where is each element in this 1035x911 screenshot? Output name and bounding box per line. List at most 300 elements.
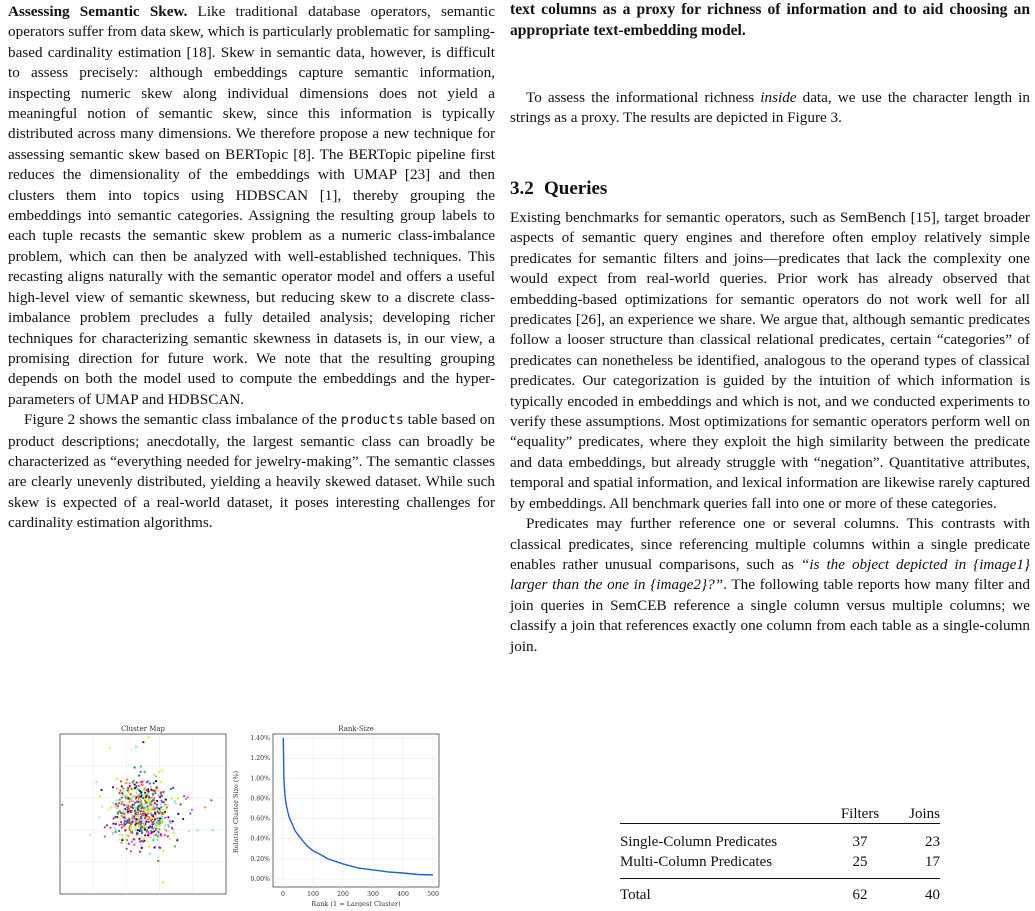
scatter-point (152, 793, 154, 795)
text-run: . The following table reports how many filter and join queries in SemCEB reference a single column versus multiple columns; we classify a join that references exactly one column from each table as a single-column join. (510, 576, 1030, 655)
row-filters: 25 (852, 853, 868, 870)
scatter-point (127, 789, 129, 791)
scatter-point (121, 797, 123, 799)
scatter-point (104, 826, 106, 828)
scatter-point (150, 786, 152, 788)
paragraph-semantic-skew (8, 2, 495, 410)
scatter-point (173, 832, 175, 834)
scatter-point (134, 842, 136, 844)
scatter-point (148, 804, 150, 806)
scatter-point (123, 825, 125, 827)
scatter-point (174, 800, 176, 802)
scatter-point (142, 741, 144, 743)
scatter-point (148, 796, 150, 798)
scatter-point (136, 835, 138, 837)
scatter-point (125, 829, 127, 831)
scatter-point (177, 797, 179, 799)
rank-size-x-ticks (281, 891, 439, 898)
paragraph-predicates-columns (510, 514, 1030, 657)
scatter-point (125, 782, 127, 784)
scatter-point (120, 825, 122, 827)
scatter-point (127, 803, 129, 805)
y-tick-label: 0.40% (250, 835, 270, 843)
scatter-point (164, 834, 166, 836)
scatter-point (140, 817, 142, 819)
scatter-point (146, 795, 148, 797)
rank-size-frame (273, 734, 439, 887)
scatter-point (106, 824, 108, 826)
x-tick-label: 100 (307, 891, 319, 898)
scatter-point (154, 802, 156, 804)
scatter-point (136, 815, 138, 817)
scatter-point (155, 826, 157, 828)
scatter-point (132, 787, 134, 789)
scatter-point (154, 792, 156, 794)
scatter-point (136, 801, 138, 803)
scatter-point (157, 856, 159, 858)
scatter-point (165, 829, 167, 831)
y-tick-label: 0.60% (250, 815, 270, 823)
scatter-point (152, 789, 154, 791)
scatter-point (189, 812, 191, 814)
rank-size-title: Rank-Size (338, 725, 374, 733)
scatter-point (120, 780, 122, 782)
scatter-point (172, 787, 174, 789)
scatter-point (139, 851, 141, 853)
scatter-point (162, 850, 164, 852)
scatter-point (143, 823, 145, 825)
text-run: Predicates may further reference one or several columns. This contrasts with classical predicates, since referencing multiple columns within a single predicate enables rather unusual comparisons, such as (510, 515, 1030, 573)
scatter-point (147, 810, 149, 812)
y-tick-label: 1.20% (250, 755, 270, 763)
scatter-point (115, 803, 117, 805)
scatter-point (123, 790, 125, 792)
total-label: Total (620, 886, 651, 903)
total-joins: 40 (925, 886, 940, 903)
italic-inside: inside (760, 89, 797, 106)
scatter-point (169, 838, 171, 840)
scatter-point (61, 804, 63, 806)
scatter-point (134, 784, 136, 786)
table-row (620, 852, 940, 872)
scatter-point (158, 771, 160, 773)
scatter-point (122, 812, 124, 814)
scatter-point (188, 830, 190, 832)
scatter-point (116, 799, 118, 801)
scatter-point (148, 846, 150, 848)
scatter-point (122, 787, 124, 789)
scatter-point (141, 830, 143, 832)
scatter-point (137, 806, 139, 808)
scatter-point (140, 801, 142, 803)
scatter-point (151, 800, 153, 802)
scatter-point (135, 746, 137, 748)
paragraph-heading: Assessing Semantic Skew. (8, 3, 188, 20)
italic-example-question: “is the object depicted in {image1} larger than the one in {image2}?” (510, 555, 1030, 594)
scatter-point (130, 793, 132, 795)
scatter-point (126, 820, 128, 822)
scatter-point (153, 799, 155, 801)
scatter-point (121, 785, 123, 787)
scatter-point (118, 830, 120, 832)
scatter-point (135, 829, 137, 831)
scatter-point (155, 775, 157, 777)
scatter-point (160, 820, 162, 822)
scatter-point (145, 801, 147, 803)
scatter-point (164, 824, 166, 826)
table-row (620, 832, 940, 852)
scatter-point (112, 802, 114, 804)
paragraph-benchmarks: Existing benchmarks for semantic operators, such as SemBench [15], target broader aspects of semantic query engines and therefore often employ relatively simple predicates for semantic filters and joins—predicates that lack the complexity one would expect from real-world queries. Prior work has already observed that embedding-based optimizations for semantic operators do not work well for all predicates [26], an experience we share. We argue that, although semantic predicates follow a looser structure than classical relational predicates, certain “categories” of predicates can nonetheless be identified, analogous to the operand types of classical predicates. Our categorization is guided by the intuition of which information is typically encoded in embeddings and which is not, and we conducted experiments to verify these assumptions. Most optimizations for semantic operators perform well on “equality” predicates, where they exploit the high similarity between the predicate and data embeddings, but already struggle with “negation”. Quantitative attributes, temporal and spatial information, and lexical information are likewise rarely captured by embeddings. All benchmark queries fall into one or more of these categories. (510, 209, 1030, 512)
scatter-point (144, 798, 146, 800)
scatter-point (130, 850, 132, 852)
scatter-point (118, 824, 120, 826)
scatter-point (109, 747, 111, 749)
x-tick-label: 500 (427, 891, 439, 898)
row-label: Single-Column Predicates (620, 833, 778, 850)
scatter-point (121, 827, 123, 829)
scatter-point (147, 817, 149, 819)
scatter-point (121, 815, 123, 817)
scatter-point (147, 813, 149, 815)
scatter-point (158, 846, 160, 848)
header-joins: Joins (909, 806, 940, 822)
scatter-point (104, 835, 106, 837)
row-filters: 37 (852, 833, 868, 850)
scatter-point (122, 801, 124, 803)
text-run: Figure 2 shows the semantic class imbalance of the (24, 411, 342, 429)
scatter-point (135, 796, 137, 798)
header-filters: Filters (840, 806, 880, 822)
scatter-point (112, 833, 114, 835)
scatter-point (145, 814, 147, 816)
scatter-point (152, 815, 154, 817)
section-title: Queries (544, 178, 608, 199)
scatter-point (171, 798, 173, 800)
text-run: To assess the informational richness (526, 89, 761, 106)
left-column (8, 0, 495, 534)
figure-2 (50, 722, 450, 907)
scatter-point (152, 807, 154, 809)
scatter-point (124, 822, 126, 824)
scatter-point (123, 809, 125, 811)
scatter-point (145, 821, 147, 823)
scatter-point (152, 824, 154, 826)
scatter-point (153, 834, 155, 836)
rank-size-xlabel: Rank (1 = Largest Cluster) (311, 900, 401, 907)
scatter-point (141, 847, 143, 849)
y-tick-label: 1.40% (250, 735, 270, 742)
scatter-point (142, 789, 144, 791)
scatter-point (141, 832, 143, 834)
rank-size-y-ticks (250, 735, 270, 883)
scatter-point (180, 803, 182, 805)
scatter-point (210, 799, 212, 801)
scatter-point (187, 796, 189, 798)
scatter-point (168, 825, 170, 827)
scatter-point (140, 828, 142, 830)
scatter-point (150, 812, 152, 814)
scatter-point (114, 816, 116, 818)
scatter-point (163, 828, 165, 830)
bold-text-tail: text columns as a proxy for richness of information and to aid choosing an appropriate text-embedding model. (510, 1, 1030, 39)
scatter-point (151, 828, 153, 830)
scatter-point (132, 818, 134, 820)
scatter-point (165, 799, 167, 801)
scatter-point (148, 821, 150, 823)
scatter-point (177, 813, 179, 815)
scatter-point (124, 820, 126, 822)
scatter-point (129, 808, 131, 810)
scatter-point (157, 790, 159, 792)
scatter-point (137, 812, 139, 814)
scatter-point (150, 836, 152, 838)
scatter-point (123, 816, 125, 818)
scatter-point (147, 780, 149, 782)
scatter-point (148, 801, 150, 803)
scatter-point (140, 771, 142, 773)
scatter-point (107, 809, 109, 811)
scatter-point (165, 808, 167, 810)
scatter-point (101, 805, 103, 807)
scatter-point (152, 831, 154, 833)
scatter-point (115, 831, 117, 833)
y-tick-label: 0.20% (250, 855, 270, 863)
scatter-point (114, 823, 116, 825)
scatter-point (155, 845, 157, 847)
scatter-point (159, 816, 161, 818)
scatter-point (127, 787, 129, 789)
y-tick-label: 0.80% (250, 795, 270, 803)
scatter-point (164, 817, 166, 819)
scatter-point (161, 795, 163, 797)
scatter-point (155, 835, 157, 837)
scatter-point (143, 808, 145, 810)
scatter-point (140, 810, 142, 812)
scatter-point (129, 782, 131, 784)
scatter-point (172, 820, 174, 822)
scatter-point (128, 822, 130, 824)
scatter-point (174, 845, 176, 847)
scatter-point (140, 844, 142, 846)
scatter-point (132, 781, 134, 783)
scatter-point (148, 827, 150, 829)
scatter-point (134, 766, 136, 768)
table-total-row (620, 879, 940, 908)
scatter-point (95, 781, 97, 783)
scatter-point (183, 795, 185, 797)
scatter-point (144, 834, 146, 836)
scatter-point (99, 795, 101, 797)
scatter-point (153, 782, 155, 784)
scatter-point (125, 811, 127, 813)
scatter-point (120, 820, 122, 822)
scatter-point (156, 804, 158, 806)
scatter-point (156, 831, 158, 833)
scatter-point (119, 799, 121, 801)
scatter-point (119, 834, 121, 836)
scatter-point (117, 811, 119, 813)
scatter-point (116, 788, 118, 790)
scatter-point (119, 818, 121, 820)
scatter-point (155, 787, 157, 789)
scatter-point (147, 831, 149, 833)
scatter-point (155, 780, 157, 782)
scatter-point (164, 811, 166, 813)
section-heading (510, 178, 607, 200)
scatter-point (134, 802, 136, 804)
scatter-point (133, 804, 135, 806)
scatter-point (153, 774, 155, 776)
scatter-point (136, 781, 138, 783)
scatter-point (109, 827, 111, 829)
scatter-point (118, 792, 120, 794)
scatter-point (126, 779, 128, 781)
scatter-point (116, 778, 118, 780)
scatter-point (169, 820, 171, 822)
scatter-point (143, 780, 145, 782)
code-products: products (341, 413, 404, 429)
scatter-point (121, 839, 123, 841)
scatter-point (162, 813, 164, 815)
y-tick-label: 0.00% (250, 876, 270, 883)
scatter-point (118, 839, 120, 841)
scatter-point (136, 792, 138, 794)
scatter-point (139, 823, 141, 825)
scatter-point (157, 860, 159, 862)
scatter-point (129, 829, 131, 831)
scatter-point (147, 790, 149, 792)
scatter-point (153, 829, 155, 831)
scatter-point (126, 848, 128, 850)
scatter-point (142, 828, 144, 830)
scatter-point (196, 829, 198, 831)
scatter-point (162, 881, 164, 883)
scatter-point (164, 805, 166, 807)
scatter-point (161, 770, 163, 772)
scatter-point (152, 838, 154, 840)
scatter-point (163, 801, 165, 803)
scatter-point (137, 826, 139, 828)
scatter-point (133, 838, 135, 840)
rank-size-ylabel: Relative Cluster Size (%) (232, 770, 240, 854)
scatter-point (157, 839, 159, 841)
scatter-point (160, 800, 162, 802)
scatter-point (144, 771, 146, 773)
scatter-point (128, 843, 130, 845)
scatter-point (159, 794, 161, 796)
scatter-point (135, 822, 137, 824)
scatter-point (137, 829, 139, 831)
scatter-point (137, 809, 139, 811)
scatter-point (89, 834, 91, 836)
scatter-point (100, 789, 102, 791)
scatter-point (110, 806, 112, 808)
scatter-point (120, 842, 122, 844)
scatter-point (122, 837, 124, 839)
scatter-point (162, 791, 164, 793)
scatter-point (146, 840, 148, 842)
scatter-point (140, 796, 142, 798)
y-tick-label: 1.00% (250, 775, 270, 783)
scatter-point (162, 809, 164, 811)
scatter-point (132, 809, 134, 811)
scatter-point (158, 812, 160, 814)
scatter-point (144, 792, 146, 794)
scatter-point (158, 810, 160, 812)
scatter-point (160, 791, 162, 793)
scatter-point (112, 786, 114, 788)
scatter-point (148, 736, 150, 738)
scatter-point (116, 807, 118, 809)
row-joins: 17 (925, 853, 940, 870)
x-tick-label: 400 (397, 891, 409, 898)
scatter-point (160, 833, 162, 835)
scatter-point (142, 838, 144, 840)
scatter-point (212, 829, 214, 831)
scatter-point (140, 821, 142, 823)
scatter-point (133, 815, 135, 817)
scatter-point (152, 821, 154, 823)
table-header-row (620, 806, 940, 824)
scatter-point (127, 809, 129, 811)
scatter-point (185, 798, 187, 800)
scatter-point (114, 827, 116, 829)
scatter-point (128, 792, 130, 794)
scatter-point (134, 826, 136, 828)
scatter-point (130, 831, 132, 833)
scatter-point (171, 827, 173, 829)
scatter-point (149, 852, 151, 854)
scatter-point (118, 802, 120, 804)
scatter-point (138, 789, 140, 791)
scatter-point (140, 765, 142, 767)
scatter-point (156, 823, 158, 825)
scatter-point (141, 814, 143, 816)
scatter-point (130, 810, 132, 812)
scatter-point (150, 819, 152, 821)
scatter-point (154, 813, 156, 815)
scatter-point (149, 782, 151, 784)
scatter-point (204, 806, 206, 808)
scatter-point (138, 838, 140, 840)
queries-body (510, 208, 1030, 657)
scatter-point (144, 817, 146, 819)
scatter-point (157, 829, 159, 831)
scatter-point (139, 799, 141, 801)
scatter-point (129, 785, 131, 787)
scatter-point (167, 835, 169, 837)
scatter-point (127, 797, 129, 799)
scatter-point (153, 797, 155, 799)
row-label: Multi-Column Predicates (620, 853, 773, 870)
scatter-point (159, 781, 161, 783)
scatter-point (142, 784, 144, 786)
scatter-point (131, 799, 133, 801)
scatter-point (160, 803, 162, 805)
scatter-point (191, 809, 193, 811)
cluster-map-title: Cluster Map (120, 725, 166, 733)
scatter-point (124, 834, 126, 836)
total-filters: 62 (852, 886, 868, 903)
paragraph-body: Like traditional database operators, semantic operators suffer from data skew, which is particularly problematic for sampling-based cardinality estimation [18]. Skew in semantic data, however, is difficult to assess precisely: although embeddings capture semantic information, inspecting numeric skew along individual dimensions does not yield a meaningful notion of semantic skew, since this information is typically distributed across many dimensions. We therefore propose a new technique for assessing semantic skew based on BERTopic [8]. The BERTopic pipeline first reduces the dimensionality of the embeddings with UMAP [23] and then clusters them into topics using HDBSCAN [1], thereby grouping the embeddings into semantic categories. Assigning the resulting group labels to each tuple recasts the semantic skew problem as a numeric class-imbalance problem, which can then be analyzed with well-established techniques. This recasting aligns naturally with the semantic operator model and offers a useful high-level view of semantic skewness, but reducing skew to a discrete class-imbalance problem precludes a fully detailed analysis; developing richer techniques for characterizing semantic skewness in datasets is, in our view, a promising direction for future work. We note that the resulting grouping depends on both the model used to compute the embeddings and the hyper-parameters of UMAP and HDBSCAN. (8, 3, 495, 408)
scatter-point (119, 809, 121, 811)
row-joins: 23 (925, 833, 940, 850)
scatter-point (125, 796, 127, 798)
scatter-point (126, 839, 128, 841)
scatter-point (160, 806, 162, 808)
paragraph-informational-richness (510, 88, 1030, 129)
